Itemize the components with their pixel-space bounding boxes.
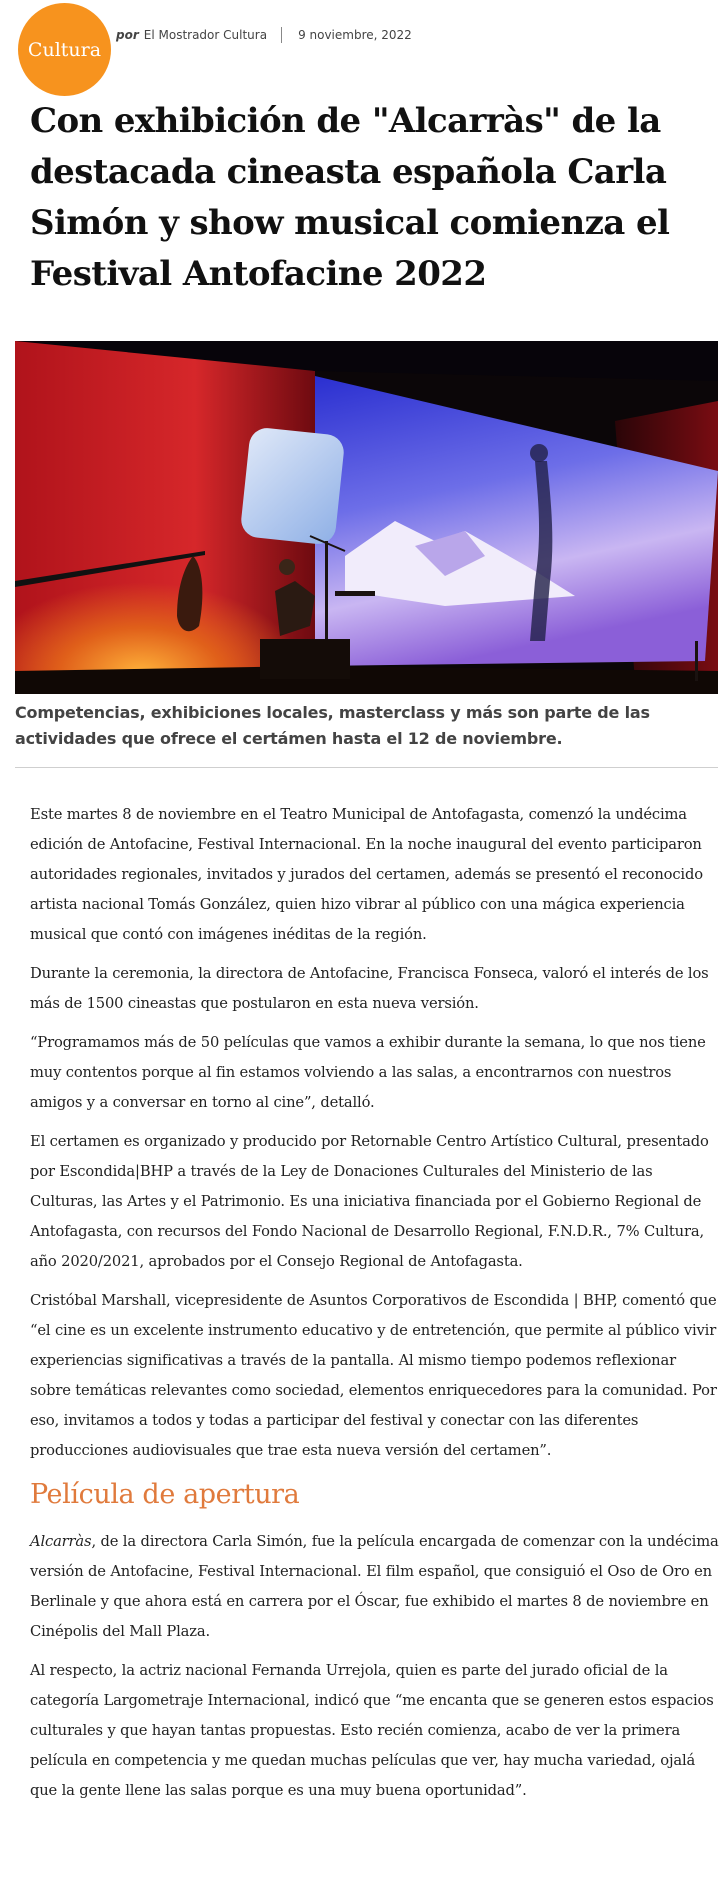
paragraph: Cristóbal Marshall, vicepresidente de Asuntos Corporativos de Escondida | BHP, comentó que “el cine es un excelente instrumento educativo y de entretención, que permite al público vivir experiencias significativas a través de la pantalla. Al mismo tiempo podemos reflexionar sobre temáticas relevantes como sociedad, elementos enriquecedores para la comunidad. Por eso, invitamos a todos y todas a participar del festival y conectar con las diferentes producciones audiovisuales que trae esta nueva versión del certamen”. — [30, 1292, 717, 1459]
paragraph: Este martes 8 de noviembre en el Teatro Municipal de Antofagasta, comenzó la undécima edición de Antofacine, Festival Internacional. En la noche inaugural del evento participaron autoridades regionales, invitados y jurados del certamen, además se presentó el reconocido artista nacional Tomás González, quien hizo vibrar al público con una mágica experiencia musical que contó con imágenes inéditas de la región. — [30, 806, 703, 943]
film-title: Alcarràs — [30, 1533, 92, 1550]
paragraph: “Programamos más de 50 películas que vamos a exhibir durante la semana, lo que nos tiene muy contentos porque al fin estamos volviendo a las salas, a encontrarnos con nuestros amigos y a conversar en torno al cine”, detalló. — [30, 1034, 706, 1111]
byline-divider — [281, 27, 282, 43]
publish-date: 9 noviembre, 2022 — [298, 28, 412, 42]
section-heading: Película de apertura — [30, 1479, 300, 1510]
article-body — [30, 800, 720, 1815]
byline-prefix: por — [116, 28, 139, 42]
hero-image — [15, 341, 718, 694]
byline — [116, 27, 412, 43]
category-badge[interactable]: Cultura — [18, 3, 111, 96]
paragraph: Al respecto, la actriz nacional Fernanda Urrejola, quien es parte del jurado oficial de la categoría Largometraje Internacional, indicó que “me encanta que se generen estos espacios culturales y que hayan tantas propuestas. Esto recién comienza, acabo de ver la primera película en competencia y me quedan muchas películas que ver, hay mucha variedad, ojalá que la gente llene las salas porque es una muy buena oportunidad”. — [30, 1662, 714, 1799]
paragraph-text: , de la directora Carla Simón, fue la película encargada de comenzar con la undécima versión de Antofacine, Festival Internacional. El film español, que consiguió el Oso de Oro en Berlinale y que ahora está en carrera por el Óscar, fue exhibido el martes 8 de noviembre en Cinépolis del Mall Plaza. — [30, 1533, 719, 1640]
paragraph — [30, 1527, 720, 1647]
paragraph: Durante la ceremonia, la directora de Antofacine, Francisca Fonseca, valoró el interés de los más de 1500 cineastas que postularon en esta nueva versión. — [30, 965, 709, 1012]
image-caption: Competencias, exhibiciones locales, masterclass y más son parte de las actividades que ofrece el certámen hasta el 12 de noviembre. — [15, 703, 650, 748]
caption-divider — [15, 767, 718, 768]
article-title: Con exhibición de "Alcarràs" de la destacada cineasta española Carla Simón y show musical comienza el Festival Antofacine 2022 — [30, 101, 670, 294]
stage-photo — [15, 341, 718, 694]
article-meta — [18, 3, 718, 93]
author-link[interactable]: El Mostrador Cultura — [143, 28, 268, 42]
paragraph: El certamen es organizado y producido por Retornable Centro Artístico Cultural, presentado por Escondida|BHP a través de la Ley de Donaciones Culturales del Ministerio de las Culturas, las Artes y el Patrimonio. Es una iniciativa financiada por el Gobierno Regional de Antofagasta, con recursos del Fondo Nacional de Desarrollo Regional, F.N.D.R., 7% Cultura, año 2020/2021, aprobados por el Consejo Regional de Antofagasta. — [30, 1133, 709, 1270]
